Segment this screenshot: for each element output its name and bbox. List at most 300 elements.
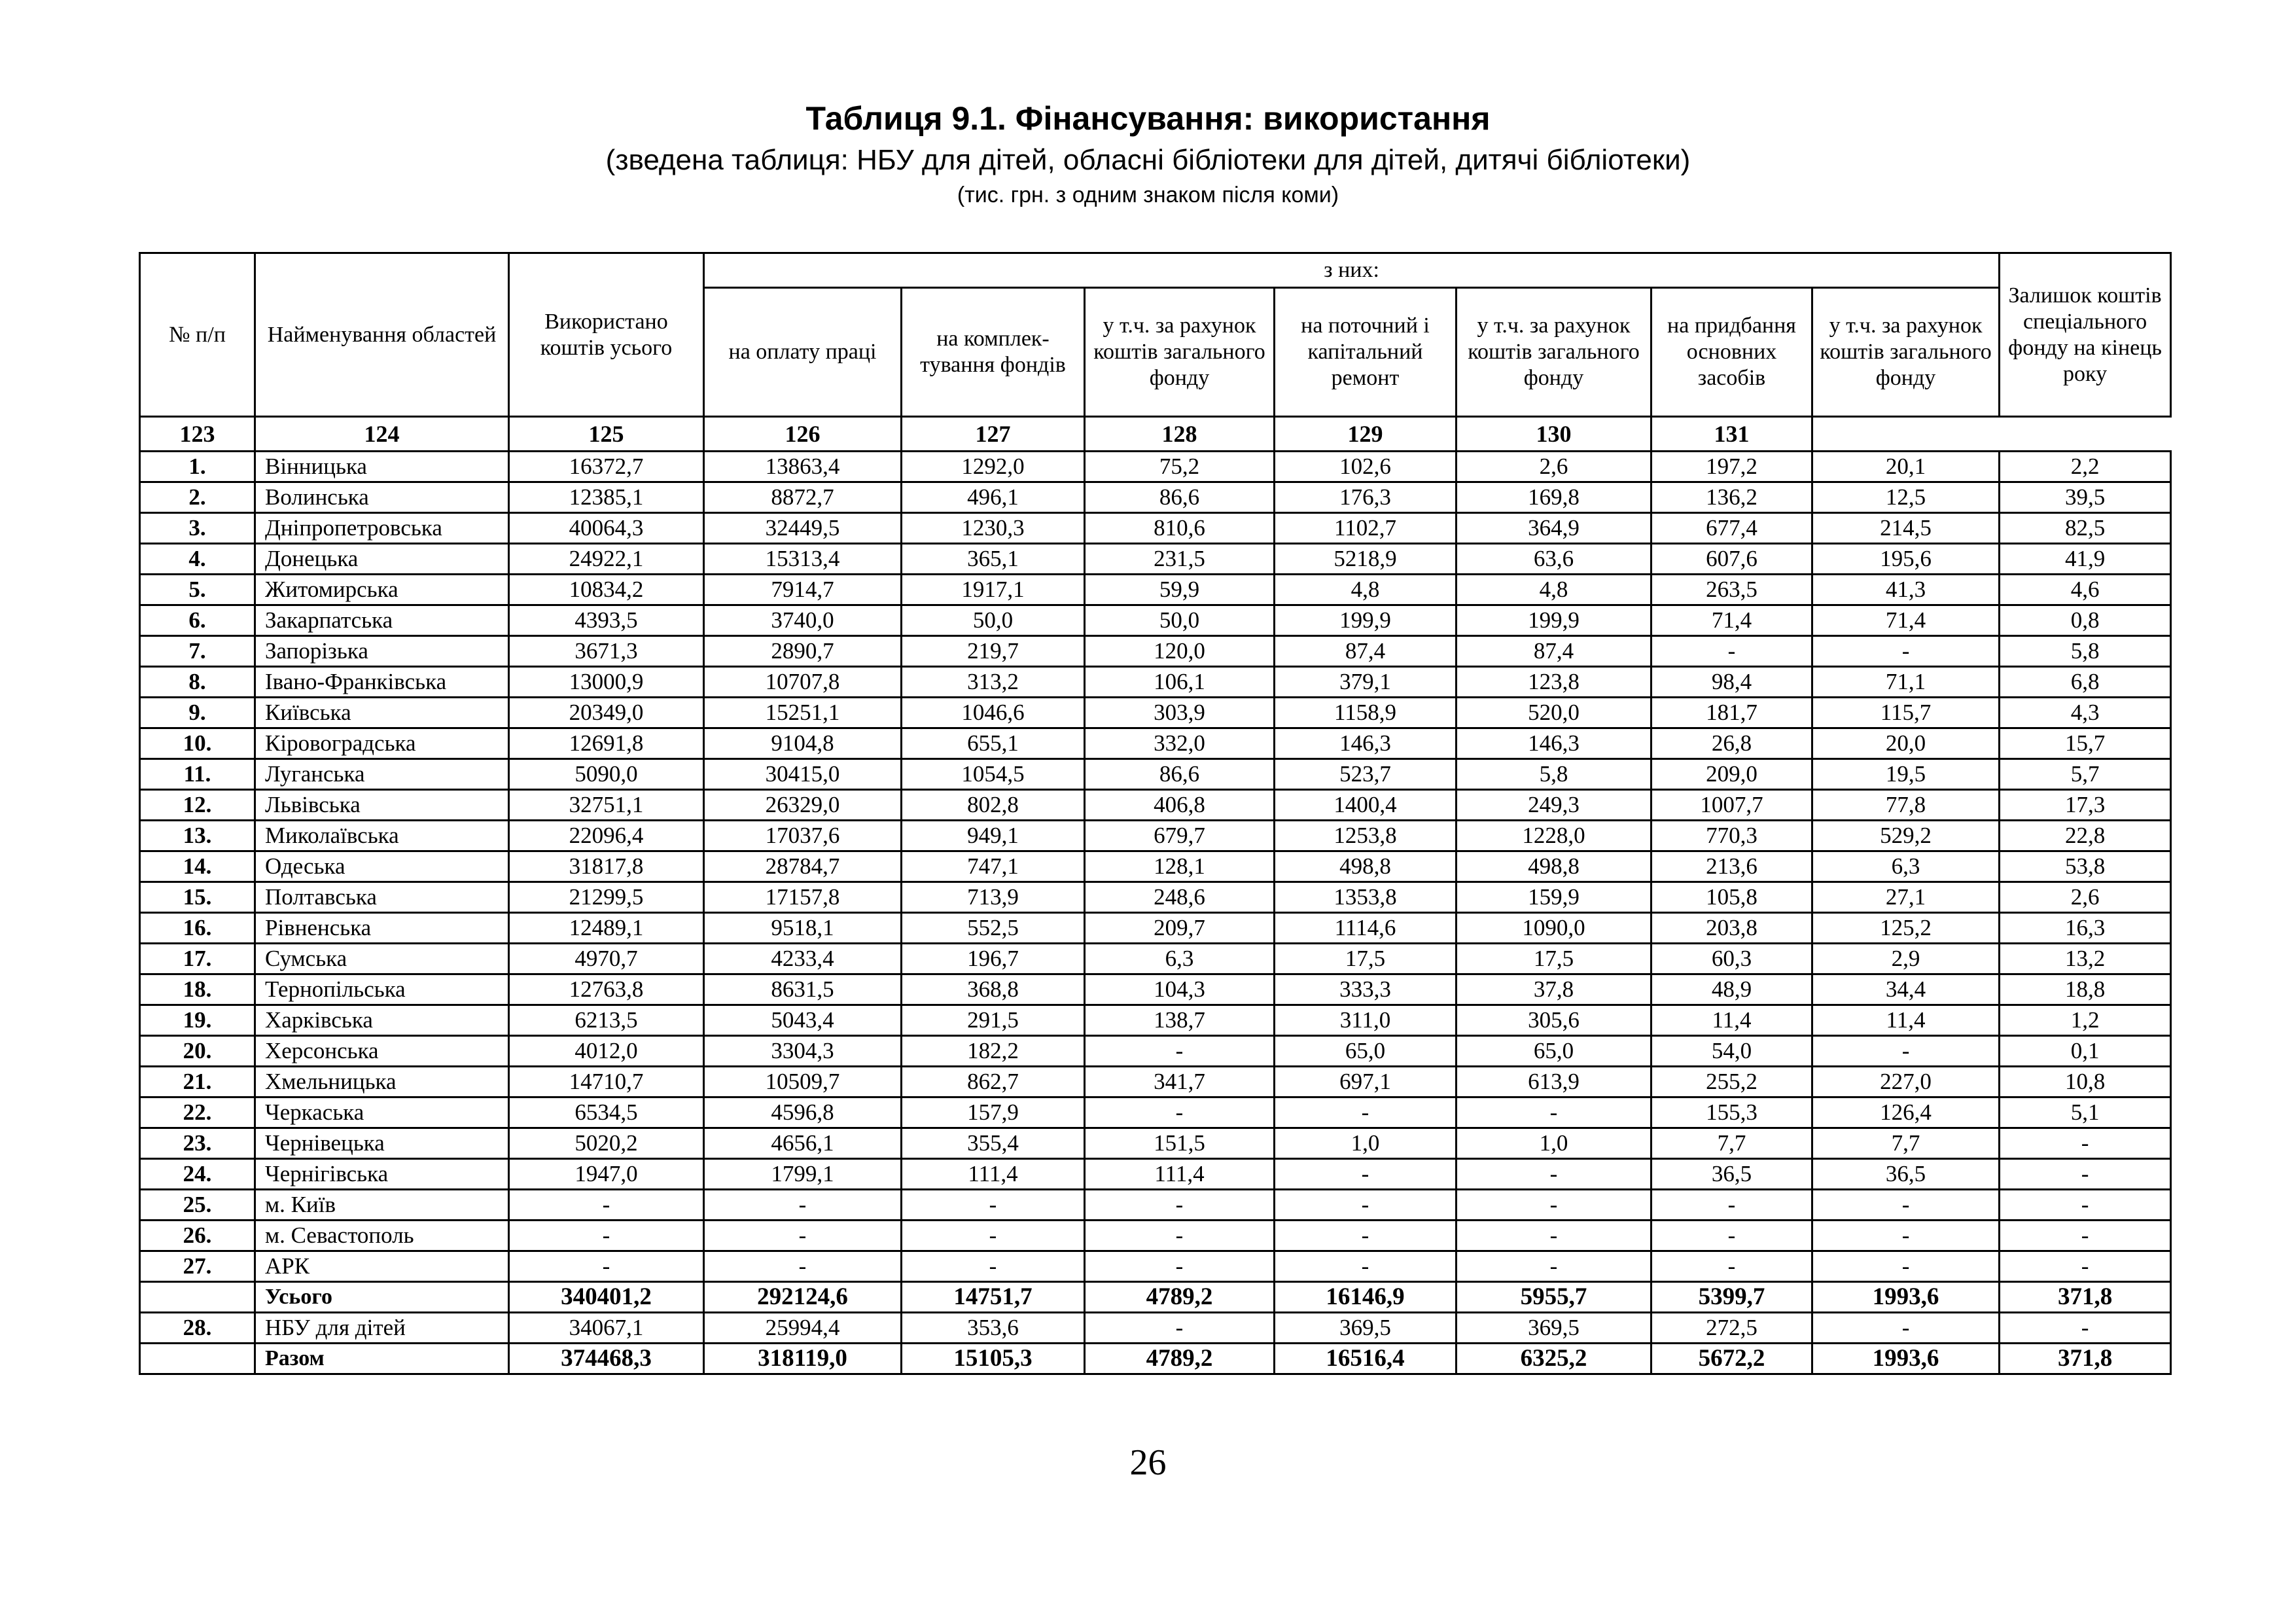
value-cell: 65,0 (1457, 1036, 1651, 1067)
value-cell: 303,9 (1085, 698, 1275, 728)
row-number: 23. (140, 1128, 255, 1159)
value-cell: - (1275, 1251, 1457, 1282)
value-cell: 203,8 (1651, 913, 1812, 944)
value-cell: 520,0 (1457, 698, 1651, 728)
value-cell: - (1457, 1097, 1651, 1128)
row-number: 1. (140, 452, 255, 482)
row-number: 13. (140, 821, 255, 851)
row-number (140, 1344, 255, 1374)
row-number: 17. (140, 944, 255, 974)
value-cell: 75,2 (1085, 452, 1275, 482)
row-number: 4. (140, 544, 255, 575)
value-cell: 27,1 (1812, 882, 2000, 913)
value-cell: 40064,3 (509, 513, 704, 544)
value-cell: 87,4 (1457, 636, 1651, 667)
value-cell: 1947,0 (509, 1159, 704, 1190)
value-cell: 255,2 (1651, 1067, 1812, 1097)
region-name: Хмельницька (255, 1067, 509, 1097)
value-cell: - (2000, 1190, 2171, 1221)
value-cell: 36,5 (1812, 1159, 2000, 1190)
row-number: 6. (140, 605, 255, 636)
table-row (140, 605, 2171, 636)
value-cell: - (1275, 1159, 1457, 1190)
table-row (140, 575, 2171, 605)
value-cell: 115,7 (1812, 698, 2000, 728)
value-cell: 5672,2 (1651, 1344, 1812, 1374)
value-cell: 4012,0 (509, 1036, 704, 1067)
value-cell: 15,7 (2000, 728, 2171, 759)
value-cell: - (2000, 1313, 2171, 1344)
value-cell: 364,9 (1457, 513, 1651, 544)
table-row (140, 1097, 2171, 1128)
value-cell: 17157,8 (704, 882, 902, 913)
value-cell: 41,3 (1812, 575, 2000, 605)
value-cell: 5218,9 (1275, 544, 1457, 575)
value-cell: 37,8 (1457, 974, 1651, 1005)
value-cell: 1400,4 (1275, 790, 1457, 821)
value-cell: 365,1 (902, 544, 1085, 575)
value-cell: 146,3 (1275, 728, 1457, 759)
value-cell: 292124,6 (704, 1282, 902, 1313)
value-cell: 151,5 (1085, 1128, 1275, 1159)
code-cell: 124 (255, 417, 509, 452)
value-cell: 11,4 (1651, 1005, 1812, 1036)
table-row (140, 913, 2171, 944)
header-col: у т.ч. за рахунок коштів загального фонду (1085, 288, 1275, 417)
value-cell: 311,0 (1275, 1005, 1457, 1036)
value-cell: - (1812, 1221, 2000, 1251)
value-cell: 12,5 (1812, 482, 2000, 513)
value-cell: - (1651, 1251, 1812, 1282)
region-name: Житомирська (255, 575, 509, 605)
region-name: м. Київ (255, 1190, 509, 1221)
row-number: 16. (140, 913, 255, 944)
region-name: Полтавська (255, 882, 509, 913)
region-name: Дніпропетровська (255, 513, 509, 544)
value-cell: 4789,2 (1085, 1344, 1275, 1374)
row-number: 15. (140, 882, 255, 913)
value-cell: 71,4 (1651, 605, 1812, 636)
value-cell: 16,3 (2000, 913, 2171, 944)
value-cell: 16516,4 (1275, 1344, 1457, 1374)
value-cell: 374468,3 (509, 1344, 704, 1374)
region-name: Чернігівська (255, 1159, 509, 1190)
region-name: Усього (255, 1282, 509, 1313)
value-cell: 111,4 (1085, 1159, 1275, 1190)
value-cell: 26329,0 (704, 790, 902, 821)
value-cell: 313,2 (902, 667, 1085, 698)
value-cell: 291,5 (902, 1005, 1085, 1036)
value-cell: 4393,5 (509, 605, 704, 636)
units-note: (тис. грн. з одним знаком після коми) (957, 183, 1339, 207)
total-row (140, 1282, 2171, 1313)
value-cell: 31817,8 (509, 851, 704, 882)
value-cell: 498,8 (1457, 851, 1651, 882)
value-cell: - (1651, 1190, 1812, 1221)
value-cell: 9518,1 (704, 913, 902, 944)
region-name: Івано-Франківська (255, 667, 509, 698)
value-cell: 4233,4 (704, 944, 902, 974)
value-cell: 607,6 (1651, 544, 1812, 575)
value-cell: 2,2 (2000, 452, 2171, 482)
value-cell: 1007,7 (1651, 790, 1812, 821)
value-cell: 2,6 (2000, 882, 2171, 913)
value-cell: 498,8 (1275, 851, 1457, 882)
value-cell: 65,0 (1275, 1036, 1457, 1067)
value-cell: 54,0 (1651, 1036, 1812, 1067)
value-cell: 10834,2 (509, 575, 704, 605)
value-cell: - (509, 1190, 704, 1221)
value-cell: 10509,7 (704, 1067, 902, 1097)
value-cell: - (1651, 636, 1812, 667)
table-row (140, 667, 2171, 698)
value-cell: 98,4 (1651, 667, 1812, 698)
value-cell: 14710,7 (509, 1067, 704, 1097)
value-cell: 5955,7 (1457, 1282, 1651, 1313)
value-cell: 6213,5 (509, 1005, 704, 1036)
row-number: 19. (140, 1005, 255, 1036)
value-cell: 16146,9 (1275, 1282, 1457, 1313)
value-cell: 677,4 (1651, 513, 1812, 544)
value-cell: 60,3 (1651, 944, 1812, 974)
value-cell: - (1457, 1190, 1651, 1221)
value-cell: 810,6 (1085, 513, 1275, 544)
value-cell: 169,8 (1457, 482, 1651, 513)
value-cell: 87,4 (1275, 636, 1457, 667)
header-group: з них: (704, 253, 2000, 288)
header-col: на комплек-тування фондів (902, 288, 1085, 417)
value-cell: 22096,4 (509, 821, 704, 851)
value-cell: 4789,2 (1085, 1282, 1275, 1313)
table-row (140, 851, 2171, 882)
row-number: 3. (140, 513, 255, 544)
value-cell: 2,6 (1457, 452, 1651, 482)
value-cell: - (1275, 1190, 1457, 1221)
header-name: Найменування областей (255, 253, 509, 417)
region-name: Херсонська (255, 1036, 509, 1067)
code-cell: 127 (902, 417, 1085, 452)
value-cell: 50,0 (902, 605, 1085, 636)
row-number (140, 1282, 255, 1313)
value-cell: 28784,7 (704, 851, 902, 882)
value-cell: 1,0 (1457, 1128, 1651, 1159)
value-cell: 34067,1 (509, 1313, 704, 1344)
table-row (140, 821, 2171, 851)
value-cell: - (704, 1251, 902, 1282)
value-cell: 3304,3 (704, 1036, 902, 1067)
row-number: 24. (140, 1159, 255, 1190)
value-cell: 14751,7 (902, 1282, 1085, 1313)
value-cell: 197,2 (1651, 452, 1812, 482)
value-cell: 496,1 (902, 482, 1085, 513)
value-cell: 613,9 (1457, 1067, 1651, 1097)
value-cell: 4,8 (1275, 575, 1457, 605)
value-cell: 20,0 (1812, 728, 2000, 759)
region-name: Львівська (255, 790, 509, 821)
region-name: м. Севастополь (255, 1221, 509, 1251)
value-cell: 34,4 (1812, 974, 2000, 1005)
value-cell: 1046,6 (902, 698, 1085, 728)
table-row (140, 1221, 2171, 1251)
value-cell: 181,7 (1651, 698, 1812, 728)
value-cell: 406,8 (1085, 790, 1275, 821)
value-cell: 214,5 (1812, 513, 2000, 544)
value-cell: 249,3 (1457, 790, 1651, 821)
value-cell: 199,9 (1275, 605, 1457, 636)
value-cell: 1114,6 (1275, 913, 1457, 944)
value-cell: 48,9 (1651, 974, 1812, 1005)
value-cell: 1993,6 (1812, 1344, 2000, 1374)
value-cell: 13,2 (2000, 944, 2171, 974)
value-cell: 10,8 (2000, 1067, 2171, 1097)
value-cell: 12385,1 (509, 482, 704, 513)
value-cell: 655,1 (902, 728, 1085, 759)
value-cell: 39,5 (2000, 482, 2171, 513)
value-cell: - (1085, 1221, 1275, 1251)
row-number: 27. (140, 1251, 255, 1282)
value-cell: 340401,2 (509, 1282, 704, 1313)
value-cell: 2,9 (1812, 944, 2000, 974)
value-cell: 679,7 (1085, 821, 1275, 851)
header-num: № п/п (140, 253, 255, 417)
table-row (140, 1190, 2171, 1221)
row-number: 18. (140, 974, 255, 1005)
value-cell: 5,7 (2000, 759, 2171, 790)
value-cell: 195,6 (1812, 544, 2000, 575)
value-cell: 8872,7 (704, 482, 902, 513)
value-cell: 104,3 (1085, 974, 1275, 1005)
region-name: Закарпатська (255, 605, 509, 636)
value-cell: 4,8 (1457, 575, 1651, 605)
value-cell: 523,7 (1275, 759, 1457, 790)
value-cell: 272,5 (1651, 1313, 1812, 1344)
value-cell: 1102,7 (1275, 513, 1457, 544)
value-cell: 2890,7 (704, 636, 902, 667)
region-name: Волинська (255, 482, 509, 513)
value-cell: 227,0 (1812, 1067, 2000, 1097)
value-cell: 379,1 (1275, 667, 1457, 698)
value-cell: 0,1 (2000, 1036, 2171, 1067)
header-col: на поточний і капітальний ремонт (1275, 288, 1457, 417)
value-cell: 6,8 (2000, 667, 2171, 698)
code-cell: 130 (1457, 417, 1651, 452)
table-row (140, 482, 2171, 513)
value-cell: 17,5 (1275, 944, 1457, 974)
value-cell: 747,1 (902, 851, 1085, 882)
value-cell: - (902, 1251, 1085, 1282)
value-cell: 32449,5 (704, 513, 902, 544)
value-cell: 86,6 (1085, 482, 1275, 513)
value-cell: 17,3 (2000, 790, 2171, 821)
value-cell: 12489,1 (509, 913, 704, 944)
value-cell: - (1457, 1159, 1651, 1190)
table-row (140, 1159, 2171, 1190)
value-cell: 219,7 (902, 636, 1085, 667)
table-row (140, 513, 2171, 544)
value-cell: 4,3 (2000, 698, 2171, 728)
row-number: 8. (140, 667, 255, 698)
value-cell: 18,8 (2000, 974, 2171, 1005)
table-row (140, 1036, 2171, 1067)
value-cell: 12763,8 (509, 974, 704, 1005)
value-cell: - (509, 1221, 704, 1251)
row-number: 5. (140, 575, 255, 605)
value-cell: - (902, 1221, 1085, 1251)
table-row (140, 790, 2171, 821)
value-cell: 21299,5 (509, 882, 704, 913)
value-cell: 209,0 (1651, 759, 1812, 790)
code-cell: 128 (1085, 417, 1275, 452)
value-cell: 86,6 (1085, 759, 1275, 790)
row-number: 12. (140, 790, 255, 821)
row-number: 25. (140, 1190, 255, 1221)
value-cell: 7914,7 (704, 575, 902, 605)
value-cell: - (1812, 1313, 2000, 1344)
value-cell: 120,0 (1085, 636, 1275, 667)
value-cell: - (1812, 1251, 2000, 1282)
region-name: Сумська (255, 944, 509, 974)
region-name: Разом (255, 1344, 509, 1374)
value-cell: 71,4 (1812, 605, 2000, 636)
value-cell: - (1275, 1221, 1457, 1251)
value-cell: 17037,6 (704, 821, 902, 851)
value-cell: 17,5 (1457, 944, 1651, 974)
value-cell: 4,6 (2000, 575, 2171, 605)
value-cell: 4596,8 (704, 1097, 902, 1128)
header-balance: Залишок коштів спеціального фонду на кінець року (2000, 253, 2171, 417)
value-cell: 4656,1 (704, 1128, 902, 1159)
value-cell: 3671,3 (509, 636, 704, 667)
row-number: 11. (140, 759, 255, 790)
code-cell: 131 (1651, 417, 1812, 452)
value-cell: 529,2 (1812, 821, 2000, 851)
value-cell: 6,3 (1812, 851, 2000, 882)
value-cell: 3740,0 (704, 605, 902, 636)
header-col: на придбання основних засобів (1651, 288, 1812, 417)
value-cell: 15251,1 (704, 698, 902, 728)
value-cell: 4970,7 (509, 944, 704, 974)
value-cell: 82,5 (2000, 513, 2171, 544)
value-cell: - (1085, 1036, 1275, 1067)
value-cell: 802,8 (902, 790, 1085, 821)
value-cell: 1158,9 (1275, 698, 1457, 728)
value-cell: - (902, 1190, 1085, 1221)
value-cell: 13000,9 (509, 667, 704, 698)
header-col: у т.ч. за рахунок коштів загального фонду (1457, 288, 1651, 417)
code-cell: 126 (704, 417, 902, 452)
value-cell: 13863,4 (704, 452, 902, 482)
value-cell: 20,1 (1812, 452, 2000, 482)
region-name: Черкаська (255, 1097, 509, 1128)
table-row (140, 1128, 2171, 1159)
table-row (140, 636, 2171, 667)
value-cell: 1230,3 (902, 513, 1085, 544)
page-title: Таблиця 9.1. Фінансування: використання (805, 100, 1491, 137)
value-cell: 1090,0 (1457, 913, 1651, 944)
value-cell: 713,9 (902, 882, 1085, 913)
row-number: 14. (140, 851, 255, 882)
row-number: 22. (140, 1097, 255, 1128)
row-number: 20. (140, 1036, 255, 1067)
header-col: у т.ч. за рахунок коштів загального фонду (1812, 288, 2000, 417)
value-cell: 1917,1 (902, 575, 1085, 605)
region-name: Луганська (255, 759, 509, 790)
value-cell: 5043,4 (704, 1005, 902, 1036)
value-cell: 5,8 (1457, 759, 1651, 790)
total-row (140, 1344, 2171, 1374)
value-cell: 24922,1 (509, 544, 704, 575)
value-cell: 1,0 (1275, 1128, 1457, 1159)
value-cell: 770,3 (1651, 821, 1812, 851)
value-cell: 50,0 (1085, 605, 1275, 636)
table-row (140, 944, 2171, 974)
table-row (140, 728, 2171, 759)
value-cell: 0,8 (2000, 605, 2171, 636)
value-cell: - (509, 1251, 704, 1282)
value-cell: 30415,0 (704, 759, 902, 790)
value-cell: 63,6 (1457, 544, 1651, 575)
value-cell: 263,5 (1651, 575, 1812, 605)
value-cell: 1228,0 (1457, 821, 1651, 851)
value-cell: 182,2 (902, 1036, 1085, 1067)
value-cell: 159,9 (1457, 882, 1651, 913)
value-cell: 332,0 (1085, 728, 1275, 759)
value-cell: 128,1 (1085, 851, 1275, 882)
code-cell: 123 (140, 417, 255, 452)
table-row (140, 544, 2171, 575)
row-number: 7. (140, 636, 255, 667)
region-name: НБУ для дітей (255, 1313, 509, 1344)
value-cell: 1353,8 (1275, 882, 1457, 913)
table-row (140, 1313, 2171, 1344)
value-cell: 353,6 (902, 1313, 1085, 1344)
region-name: АРК (255, 1251, 509, 1282)
value-cell: 146,3 (1457, 728, 1651, 759)
value-cell: - (1457, 1221, 1651, 1251)
value-cell: - (1812, 1190, 2000, 1221)
value-cell: - (2000, 1128, 2171, 1159)
value-cell: 333,3 (1275, 974, 1457, 1005)
value-cell: 7,7 (1812, 1128, 2000, 1159)
value-cell: 697,1 (1275, 1067, 1457, 1097)
value-cell: 369,5 (1457, 1313, 1651, 1344)
value-cell: 15313,4 (704, 544, 902, 575)
region-name: Донецька (255, 544, 509, 575)
table-header (140, 253, 2171, 452)
value-cell: 355,4 (902, 1128, 1085, 1159)
value-cell: 5399,7 (1651, 1282, 1812, 1313)
value-cell: 53,8 (2000, 851, 2171, 882)
table-row (140, 1067, 2171, 1097)
region-name: Рівненська (255, 913, 509, 944)
value-cell: 5,1 (2000, 1097, 2171, 1128)
row-number: 10. (140, 728, 255, 759)
value-cell: 77,8 (1812, 790, 2000, 821)
value-cell: 5,8 (2000, 636, 2171, 667)
value-cell: - (1085, 1190, 1275, 1221)
header-col: на оплату праці (704, 288, 902, 417)
value-cell: 138,7 (1085, 1005, 1275, 1036)
region-name: Одеська (255, 851, 509, 882)
value-cell: 15105,3 (902, 1344, 1085, 1374)
value-cell: 1993,6 (1812, 1282, 2000, 1313)
row-number: 21. (140, 1067, 255, 1097)
value-cell: 102,6 (1275, 452, 1457, 482)
region-name: Миколаївська (255, 821, 509, 851)
header-total: Використано коштів усього (509, 253, 704, 417)
value-cell: 1253,8 (1275, 821, 1457, 851)
value-cell: 1,2 (2000, 1005, 2171, 1036)
